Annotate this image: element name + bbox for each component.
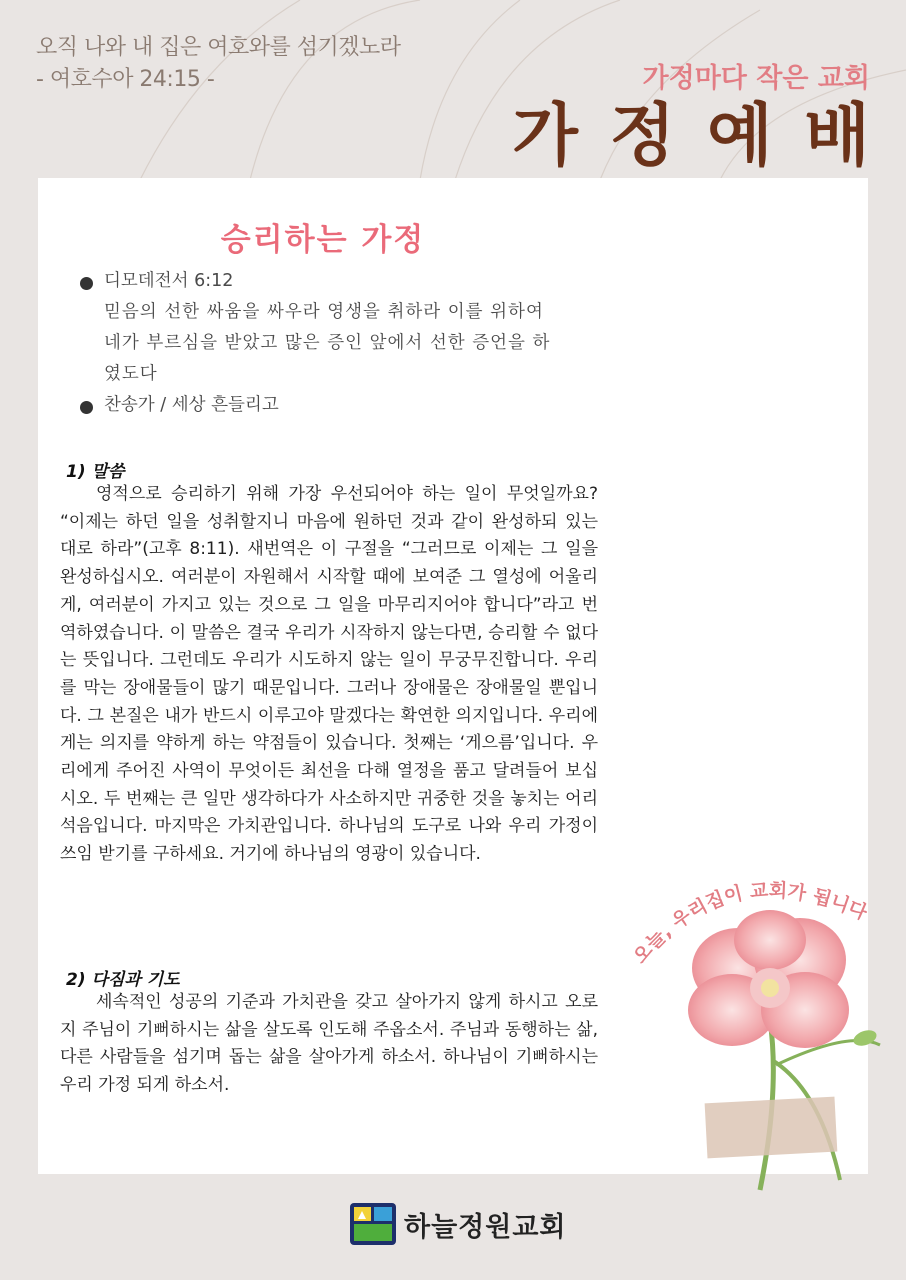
header-title: 가 정 예 배 — [512, 97, 874, 176]
scripture-line: 네가 부르심을 받았고 많은 증인 앞에서 선한 증언을 하 — [104, 333, 551, 353]
church-logo-icon — [350, 1203, 396, 1245]
verse-reference: - 여호수아 24:15 - — [36, 67, 215, 92]
church-name: 하늘정원교회 — [404, 1211, 567, 1243]
scripture-row — [80, 266, 600, 297]
curved-slogan-text: 오늘, 우리집이 교회가 됩니다 — [629, 879, 871, 969]
scripture-reference: 디모데전서 6:12 — [104, 271, 234, 291]
sermon-title: 승리하는 가정 — [220, 222, 426, 258]
header-verse — [36, 32, 401, 96]
header-subtitle: 가정마다 작은 교회 — [642, 63, 870, 94]
flower-illustration — [620, 860, 906, 1220]
church-logo — [350, 1203, 567, 1245]
verse-text: 오직 나와 내 집은 여호와를 섬기겠노라 — [36, 35, 401, 60]
section2-heading: 2) 다짐과 기도 — [66, 970, 180, 990]
scripture-line: 믿음의 선한 싸움을 싸우라 영생을 취하라 이를 위하여 — [104, 302, 544, 322]
section1-body: 영적으로 승리하기 위해 가장 우선되어야 하는 일이 무엇일까요? “이제는 하던 일을 성취할지니 마음에 원하던 것과 같이 완성하되 있는 대로 하라”(고후 8:11). 새번역은 이 구절을 “그러므로 이제는 그 일을 완성하십시오. 여러분이 자원해서 시작할 때에 보여준 그 열성에 어울리게, 여러분이 가지고 있는 것으로 그 일을 마무리지어야 합니다”라고 번역하였습니다. 이 말씀은 결국 우리가 시작하지 않는다면, 승리할 수 없다는 뜻입니다. 그런데도 우리가 시도하지 않는 일이 무궁무진합니다. 우리를 막는 장애물들이 많기 때문입니다. 그러나 장애물은 장애물일 뿐입니다. 그 본질은 내가 반드시 이루고야 말겠다는 확연한 의지입니다. 우리에게는 의지를 약하게 하는 약점들이 있습니다. 첫째는 ‘게으름’입니다. 우리에게 주어진 사역이 무엇이든 최선을 다해 열정을 품고 달려들어 보십시오. 두 번째는 큰 일만 생각하다가 사소하지만 귀중한 것을 놓치는 어리석음입니다. 마지막은 가치관입니다. 하나님의 도구로 나와 우리 가정이 쓰임 받기를 구하세요. 거기에 하나님의 영광이 있습니다. — [60, 484, 598, 865]
section2-body: 세속적인 성공의 기준과 가치관을 갖고 살아가지 않게 하시고 오로지 주님이 기뻐하시는 삶을 살도록 인도해 주옵소서. 주님과 동행하는 삶, 다른 사람들을 섬기며 돕는 삶을 살아가게 하소서. 하나님이 기뻐하시는 우리 가정 되게 하소서. — [60, 992, 598, 1096]
hymn-row — [80, 390, 600, 421]
scripture-line: 였도다 — [104, 364, 158, 384]
section1-heading: 1) 말씀 — [66, 462, 125, 482]
bullet-icon — [80, 401, 93, 414]
sermon-info — [80, 266, 600, 421]
hymn: 찬송가 / 세상 흔들리고 — [104, 395, 279, 415]
bullet-icon — [80, 277, 93, 290]
